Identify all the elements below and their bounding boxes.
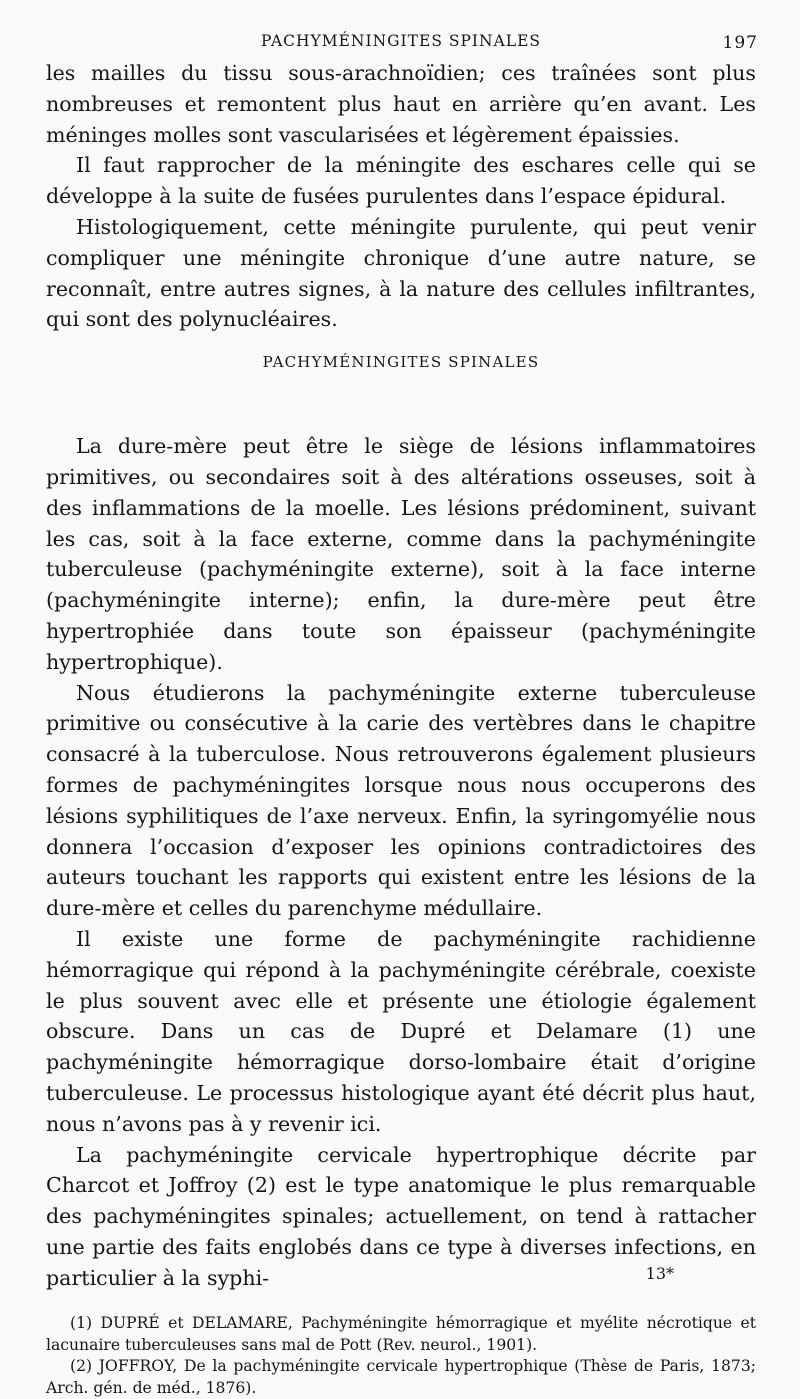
paragraph-2: Il faut rapprocher de la méningite des eschares celle qui se développe à la suite de fusées purulentes dans l’espace épidural. xyxy=(46,153,756,209)
running-header xyxy=(46,24,756,58)
section-heading: PACHYMÉNINGITES SPINALES xyxy=(262,353,540,372)
footnote-2: (2) JOFFROY, De la pachyméningite cervicale hypertrophique (Thèse de Paris, 1873; Arch. gén. de méd., 1876). xyxy=(46,1357,756,1397)
footnote-1: (1) DUPRÉ et DELAMARE, Pachyméningite hémorragique et myélite nécrotique et lacunaire tuberculeuses sans mal de Pott (Rev. neurol., 1901). xyxy=(46,1314,756,1354)
section-paragraph-4: La pachyméningite cervicale hypertrophique décrite par Charcot et Joffroy (2) est le type anatomique le plus remarquable des pachyméningites spinales; actuellement, on tend à rattacher une partie des faits englobés dans ce type à diverses infections, en particulier à la syphi- xyxy=(46,1142,756,1290)
section-paragraph-2: Nous étudierons la pachyméningite externe tuberculeuse primitive ou consécutive à la carie des vertèbres dans le chapitre consacré à la tuberculose. Nous retrouverons également plusieurs formes de pachyméningites lorsque nous nous occuperons des lésions syphilitiques de l’axe nerveux. Enfin, la syringomyélie nous donnera l’occasion d’exposer les opinions contradictoires des auteurs touchant les rapports qui existent entre les lésions de la dure-mère et celles du parenchyme médullaire. xyxy=(46,680,756,921)
section-paragraph-3: Il existe une forme de pachyméningite rachidienne hémorragique qui répond à la pachyméningite cérébrale, coexiste le plus souvent avec elle et présente une étiologie également obscure. Dans un cas de Dupré et Delamare (1) une pachyméningite hémorragique dorso-lombaire était d’origine tuberculeuse. Le processus histologique ayant été décrit plus haut, nous n’avons pas à y revenir ici. xyxy=(46,926,756,1136)
signature-mark: 13* xyxy=(645,1264,674,1283)
section-paragraph-1: La dure-mère peut être le siège de lésions inflammatoires primitives, ou secondaires soit à des altérations osseuses, soit à des inflammations de la moelle. Les lésions prédominent, suivant les cas, soit à la face externe, comme dans la pachyméningite tuberculeuse (pachyméningite externe), soit à la face interne (pachyméningite interne); enfin, la dure-mère peut être hypertrophiée dans toute son épaisseur (pachyméningite hypertrophique). xyxy=(46,434,756,674)
body-text xyxy=(46,58,756,1293)
page-number: 197 xyxy=(722,33,758,53)
running-header-title: PACHYMÉNINGITES SPINALES xyxy=(260,32,542,50)
paragraph-3: Histologiquement, cette méningite purulente, qui peut venir compliquer une méningite chronique d’une autre nature, se reconnaît, entre autres signes, à la nature des cellules infiltrantes, qui sont des polynucléaires. xyxy=(46,214,756,332)
footnotes xyxy=(46,1313,756,1399)
paragraph-1: les mailles du tissu sous-arachnoïdien; ces traînées sont plus nombreuses et remontent plus haut en arrière qu’en avant. Les méninges molles sont vascularisées et légèrement épaissies. xyxy=(46,61,756,147)
